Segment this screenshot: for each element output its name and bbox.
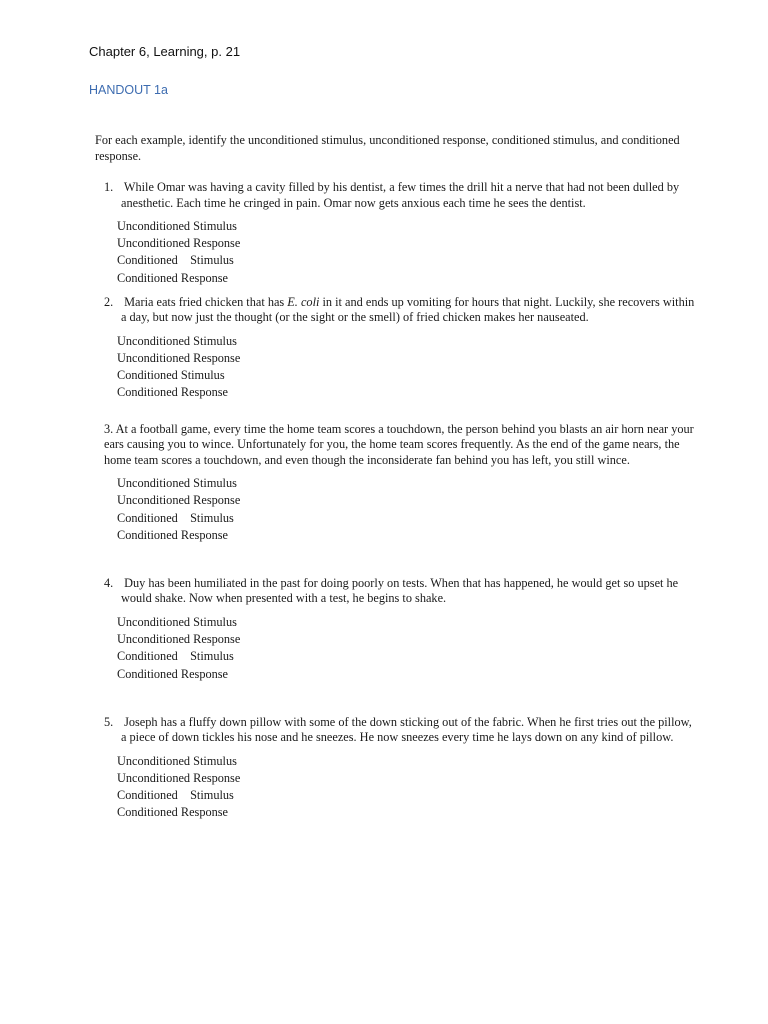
question-2-text xyxy=(95,295,699,326)
instructions-text: For each example, identify the unconditioned stimulus, unconditioned response, conditioned stimulus, and conditioned response. xyxy=(95,133,680,163)
question-3 xyxy=(95,422,699,544)
question-2-body-start: Maria eats fried chicken that has xyxy=(124,294,288,309)
answer-unconditioned-response: Unconditioned Response xyxy=(117,236,241,251)
question-4-number: 4. xyxy=(104,575,114,590)
answer-unconditioned-response: Unconditioned Response xyxy=(117,632,241,647)
question-3-text xyxy=(95,422,699,469)
question-2-italic-term: E. coli xyxy=(287,294,320,309)
answer-unconditioned-stimulus: Unconditioned Stimulus xyxy=(117,476,237,491)
answer-conditioned-response: Conditioned Response xyxy=(117,527,229,542)
answer-conditioned-stimulus: Conditioned Stimulus xyxy=(117,253,234,268)
answer-conditioned-stimulus: Conditioned Stimulus xyxy=(117,788,234,803)
answer-conditioned-stimulus: Conditioned Stimulus xyxy=(117,649,234,664)
question-1 xyxy=(95,180,699,287)
answer-unconditioned-response: Unconditioned Response xyxy=(117,493,241,508)
answer-unconditioned-stimulus: Unconditioned Stimulus xyxy=(117,753,237,768)
page-header-title: Chapter 6, Learning, p. 21 xyxy=(89,44,241,59)
question-5-number: 5. xyxy=(104,714,114,729)
answer-conditioned-response: Conditioned Response xyxy=(117,270,229,285)
question-4 xyxy=(95,576,699,683)
answer-unconditioned-stimulus: Unconditioned Stimulus xyxy=(117,614,237,629)
question-3-number: 3. xyxy=(104,421,114,436)
handout-content xyxy=(95,133,699,822)
question-4-text xyxy=(95,576,699,607)
answer-conditioned-response: Conditioned Response xyxy=(117,385,229,400)
answer-conditioned-response: Conditioned Response xyxy=(117,805,229,820)
answer-unconditioned-response: Unconditioned Response xyxy=(117,770,241,785)
answer-conditioned-stimulus: Conditioned Stimulus xyxy=(117,368,225,383)
question-4-body: Duy has been humiliated in the past for doing poorly on tests. When that has happened, he would get so upset he would shake. Now when presented with a test, he begins to shake. xyxy=(121,575,679,606)
question-4-answers xyxy=(117,614,699,683)
answer-conditioned-response: Conditioned Response xyxy=(117,666,229,681)
question-2-body-end: in it and ends up vomiting for hours that night. Luckily, she recovers within a day, but now just the thought (or the sight or the smell) of fried chicken makes her nauseated. xyxy=(121,294,695,325)
question-3-answers xyxy=(117,475,699,544)
question-2-answers xyxy=(117,333,699,402)
question-5-body: Joseph has a fluffy down pillow with some of the down sticking out of the fabric. When he first tries out the pillow, a piece of down tickles his nose and he sneezes. He now sneezes every time he lays down on any kind of pillow. xyxy=(121,714,692,745)
question-5 xyxy=(95,715,699,822)
answer-conditioned-stimulus: Conditioned Stimulus xyxy=(117,510,234,525)
question-1-number: 1. xyxy=(104,180,114,194)
answer-unconditioned-response: Unconditioned Response xyxy=(117,351,241,366)
answer-unconditioned-stimulus: Unconditioned Stimulus xyxy=(117,219,237,233)
question-2 xyxy=(95,295,699,402)
question-1-body: While Omar was having a cavity filled by his dentist, a few times the drill hit a nerve that had not been dulled by anesthetic. Each time he cringed in pain. Omar now gets anxious each time he sees the dentist. xyxy=(121,180,680,210)
question-3-body: At a football game, every time the home team scores a touchdown, the person behind you blasts an air horn near your ears causing you to wince. Unfortunately for you, the home team scores frequently. As the end of the game nears, the home team scores a touchdown, and even though the inconsiderate fan behind you has left, you still wince. xyxy=(104,421,694,467)
question-2-number: 2. xyxy=(104,294,114,309)
question-5-text xyxy=(95,715,699,746)
question-5-answers xyxy=(117,753,699,822)
question-1-answers xyxy=(117,218,699,287)
question-1-text xyxy=(95,180,699,211)
answer-unconditioned-stimulus: Unconditioned Stimulus xyxy=(117,333,237,348)
handout-label: HANDOUT 1a xyxy=(89,83,168,97)
